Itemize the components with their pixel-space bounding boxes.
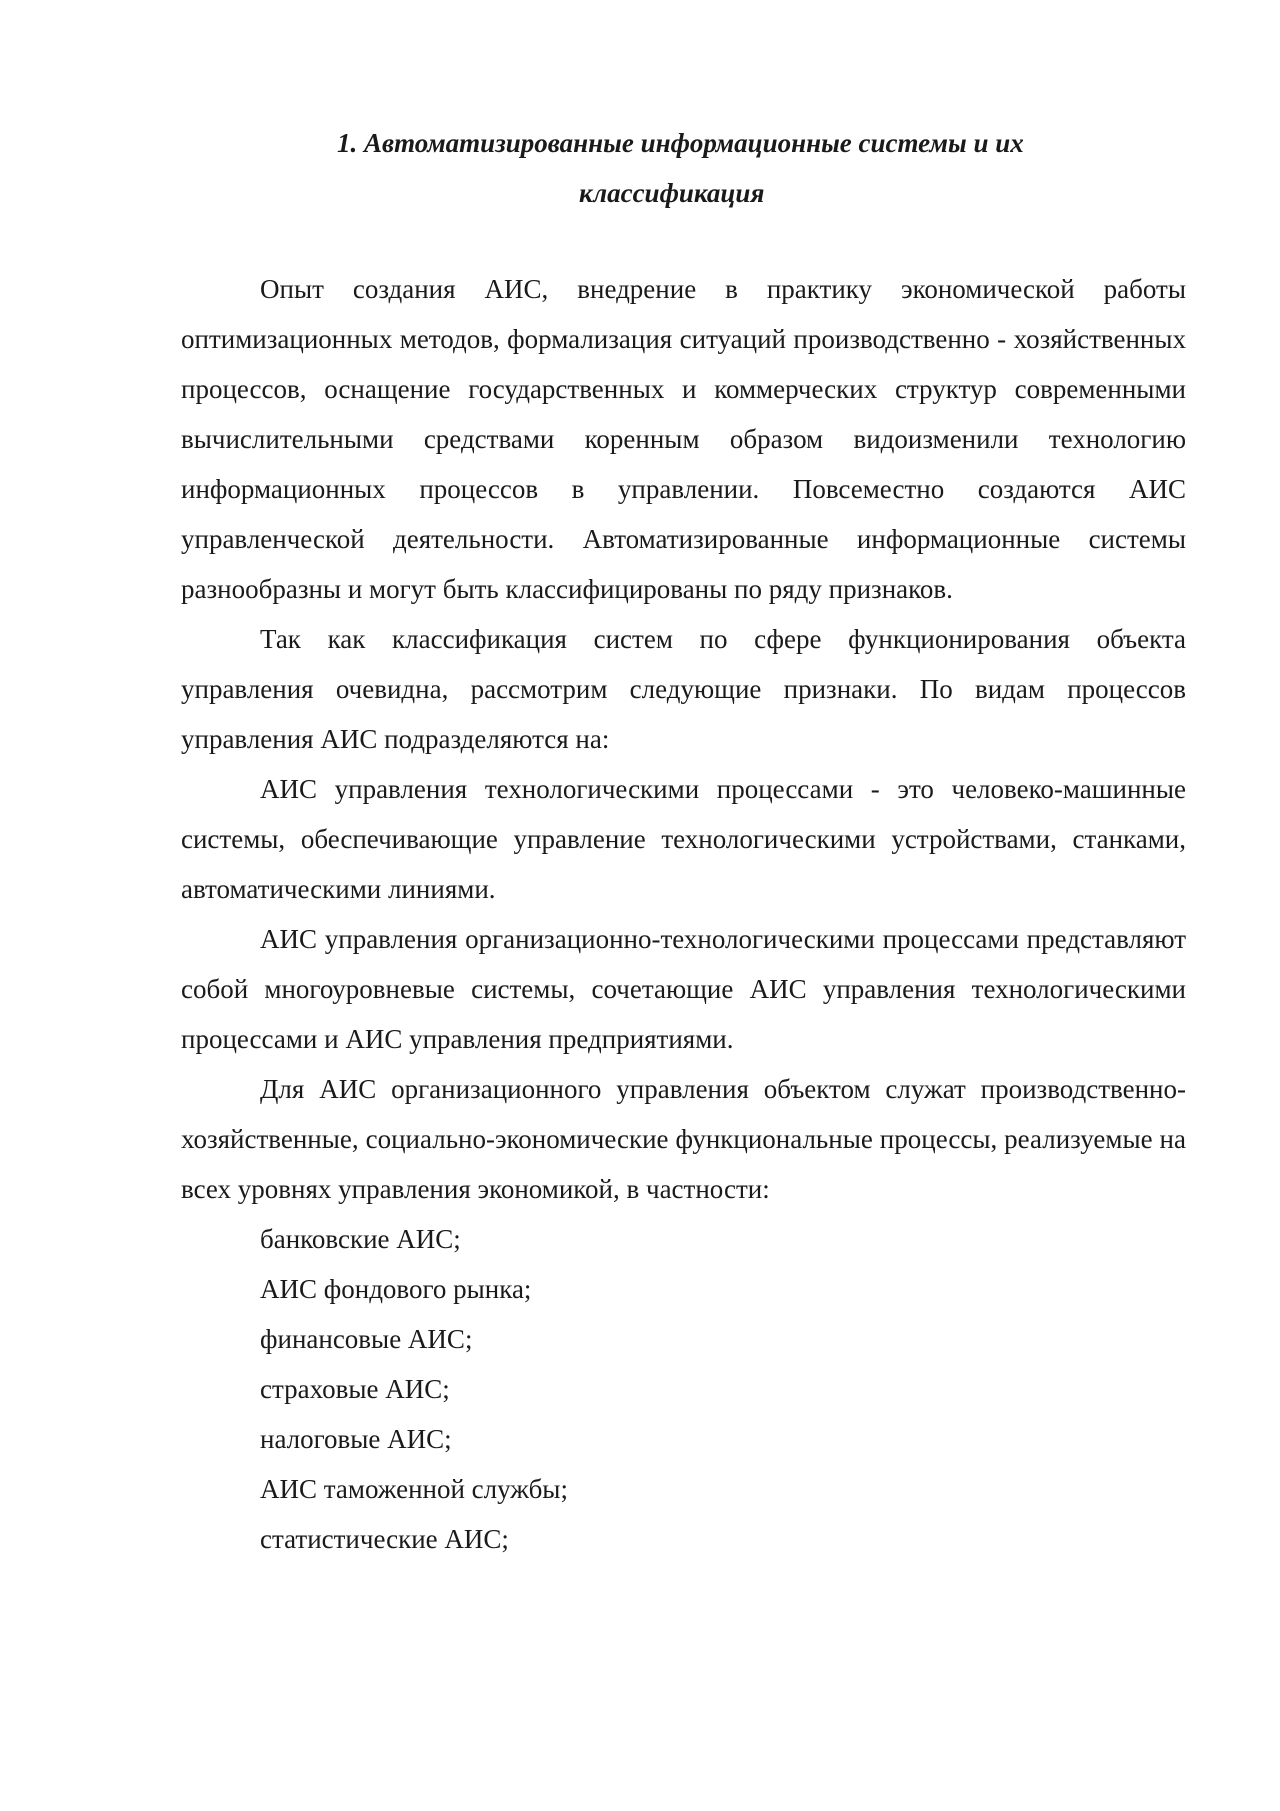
paragraph-intro: Опыт создания АИС, внедрение в практику экономической работы оптимизационных методов, формализация ситуаций производственно - хозяйственных процессов, оснащение государственных и коммерческих структур современными вычислительными средствами коренным образом видоизменили технологию информационных процессов в управлении. Повсеместно создаются АИС управленческой деятельности. Автоматизированные информационные системы разнообразны и могут быть классифицированы по ряду признаков. [181, 274, 1186, 604]
list-item: страховые АИС; [260, 1374, 450, 1404]
heading-line-2: классификация [579, 178, 765, 208]
list-item: статистические АИС; [260, 1524, 509, 1554]
list-item: финансовые АИС; [260, 1324, 473, 1354]
list-item: АИС таможенной службы; [260, 1474, 568, 1504]
paragraph-org-tech-processes: АИС управления организационно-технологическими процессами представляют собой многоуровневые системы, сочетающие АИС управления технологическими процессами и АИС управления предприятиями. [181, 924, 1186, 1054]
list-item: банковские АИС; [260, 1224, 461, 1254]
list-item: налоговые АИС; [260, 1424, 452, 1454]
document-body [181, 264, 1186, 1564]
ais-type-list [181, 1214, 1186, 1564]
heading-line-1: 1. Автоматизированные информационные системы и их [337, 128, 1024, 158]
paragraph-tech-processes: АИС управления технологическими процессами - это человеко-машинные системы, обеспечивающие управление технологическими устройствами, станками, автоматическими линиями. [181, 774, 1186, 904]
section-heading [337, 118, 1157, 218]
paragraph-classification: Так как классификация систем по сфере функционирования объекта управления очевидна, рассмотрим следующие признаки. По видам процессов управления АИС подразделяются на: [181, 624, 1186, 754]
paragraph-org-management: Для АИС организационного управления объектом служат производственно-хозяйственные, социально-экономические функциональные процессы, реализуемые на всех уровнях управления экономикой, в частности: [181, 1074, 1186, 1204]
list-item: АИС фондового рынка; [260, 1274, 532, 1304]
